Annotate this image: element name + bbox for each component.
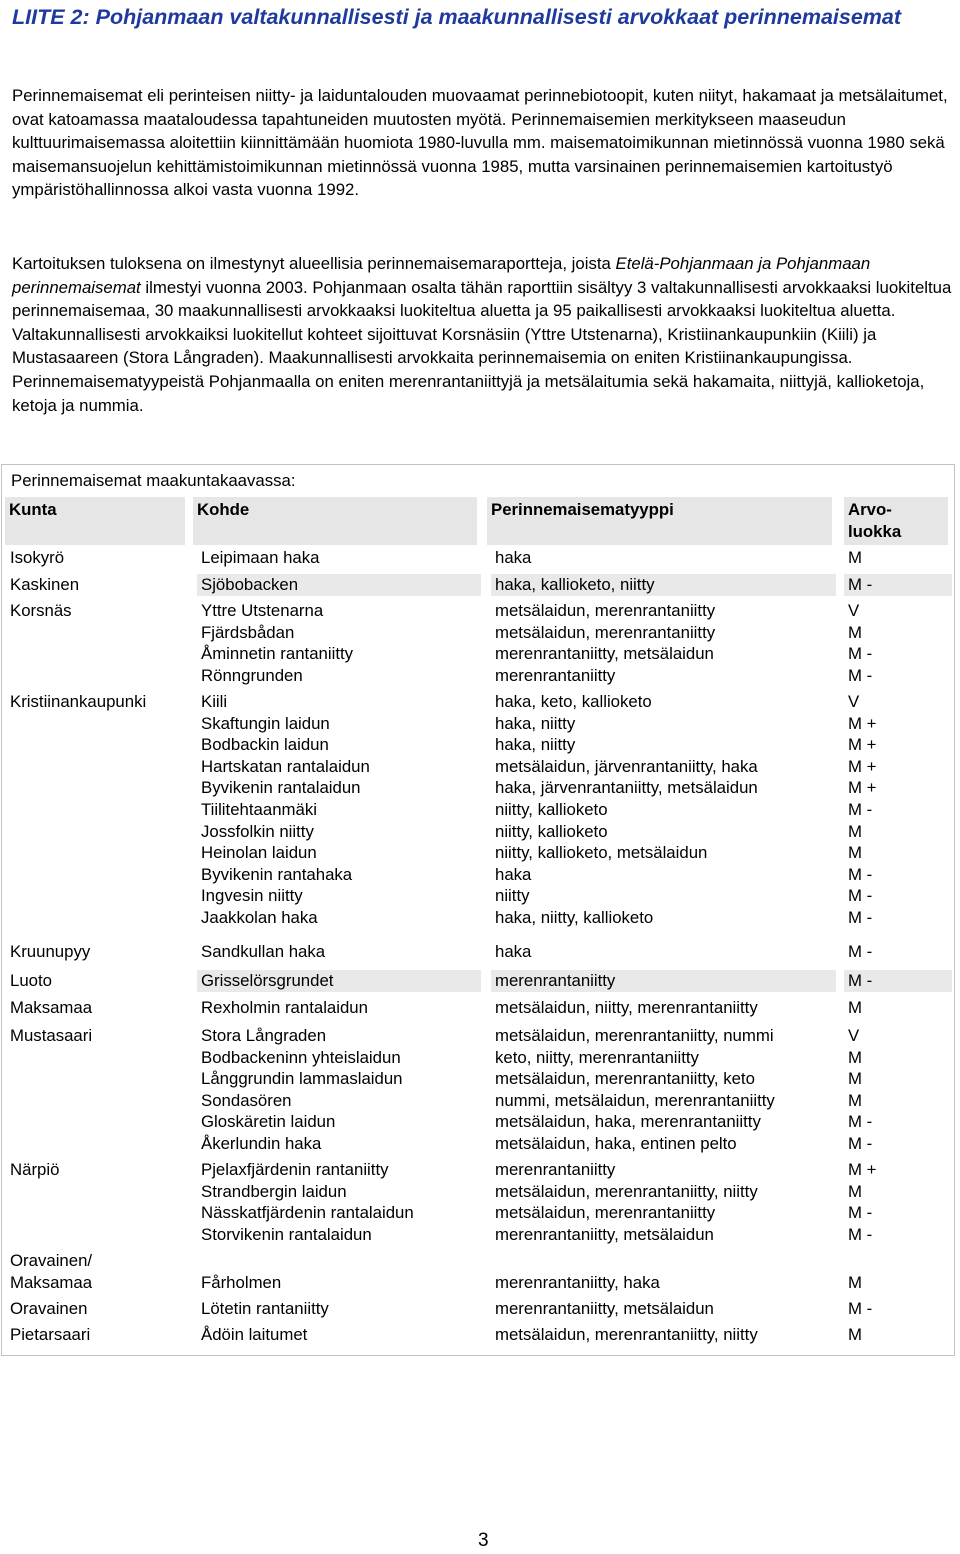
kunta-cell: Kristiinankaupunki [10, 692, 147, 711]
header-kunta: Kunta [5, 497, 185, 545]
arvoluokka-cell: M - [844, 970, 952, 992]
tyyppi-cell: haka [495, 942, 532, 961]
kunta-cell: Isokyrö [10, 548, 65, 567]
kunta-cell: Oravainen/ Maksamaa [10, 1251, 93, 1292]
tyyppi-cell: metsälaidun, merenrantaniitty, nummi keto, niitty, merenrantaniitty metsälaidun, merenrantaniitty, keto nummi, metsälaidun, merenrantaniitty metsälaidun, haka, merenrantaniitty metsälaidun, haka, entinen pelto [495, 1026, 775, 1153]
report-paragraph-part1: Kartoituksen tuloksena on ilmestynyt alueellisia perinnemaisemaraportteja, joista [12, 254, 616, 273]
tyyppi-cell: metsälaidun, merenrantaniitty, niitty [495, 1325, 758, 1344]
arvoluokka-cell: V M + M + M + M + M - M M M - M - M - [848, 692, 877, 927]
kohde-cell: Kiili Skaftungin laidun Bodbackin laidun Hartskatan rantalaidun Byvikenin rantalaidun Tiilitehtaanmäki Jossfolkin niitty Heinolan laidun Byvikenin rantahaka Ingvesin niitty Jaakkolan haka [201, 692, 370, 927]
tyyppi-cell: metsälaidun, merenrantaniitty metsälaidun, merenrantaniitty merenrantaniitty, metsälaidun merenrantaniitty [495, 601, 716, 685]
kunta-cell: Oravainen [10, 1299, 88, 1318]
report-title-italic: Etelä-Pohjanmaan ja Pohjanmaan perinnemaisemat [12, 254, 871, 297]
page-title: LIITE 2: Pohjanmaan valtakunnallisesti ja maakunnallisesti arvokkaat perinnemaisemat [12, 5, 902, 29]
tyyppi-cell: merenrantaniitty [491, 970, 836, 992]
intro-paragraph: Perinnemaisemat eli perinteisen niitty- ja laiduntalouden muovaamat perinnebiotoopit, kuten niityt, hakamaat ja metsälaitumet, ovat katoamassa maataloudessa tapahtuneiden muutosten myötä. Perinnemaisemien merkitykseen maaseudun kulttuurimaisemassa aloitettiin kiinnittämään huomiota 1980-luvulla mm. maisematoimikunnan mietinnössä vuonna 1980 sekä maisemansuojelun kehittämistoimikunnan mietinnössä vuonna 1985, mutta varsinainen perinnemaisemien kartoitustyö ympäristöhallinnossa alkoi vasta vuonna 1992. [12, 86, 948, 200]
tyyppi-cell: merenrantaniitty, metsälaidun [495, 1299, 714, 1318]
kohde-cell: Sjöbobacken [197, 574, 481, 596]
kohde-cell: Lötetin rantaniitty [201, 1299, 329, 1318]
kohde-cell: Grisselörsgrundet [197, 970, 481, 992]
tyyppi-cell: merenrantaniitty, haka [495, 1272, 660, 1292]
kohde-cell: Fårholmen [201, 1272, 282, 1292]
kohde-cell: Rexholmin rantalaidun [201, 998, 368, 1017]
kohde-cell: Pjelaxfjärdenin rantaniitty Strandbergin laidun Nässkatfjärdenin rantalaidun Storvikenin rantalaidun [201, 1160, 414, 1244]
kunta-cell: Maksamaa [10, 998, 93, 1017]
table-caption: Perinnemaisemat maakuntakaavassa: [11, 471, 296, 490]
kohde-cell: Ådöin laitumet [201, 1325, 308, 1344]
kohde-cell: Leipimaan haka [201, 548, 320, 567]
arvoluokka-cell: M [848, 998, 862, 1017]
arvoluokka-cell: V M M - M - [848, 601, 873, 685]
arvoluokka-cell: M [848, 1325, 862, 1344]
tyyppi-cell: merenrantaniitty metsälaidun, merenrantaniitty, niitty metsälaidun, merenrantaniitty merenrantaniitty, metsälaidun [495, 1160, 758, 1244]
arvoluokka-cell: M - [844, 574, 952, 596]
report-paragraph-part2: ilmestyi vuonna 2003. Pohjanmaan osalta tähän raporttiin sisältyy 3 valtakunnallisesti arvokkaaksi luokiteltua perinnemaisemaa, 30 maakunnallisesti arvokkaaksi luokiteltua aluetta ja 95 paikallisesti arvokkaaksi luokiteltua aluetta. Valtakunnallisesti arvokkaiksi luokitellut kohteet sijoittuvat Korsnäsiin (Yttre Utstenarna), Kristiinankaupunkiin (Kiili) ja Mustasaareen (Stora Långraden). Maakunnallisesti arvokkaita perinnemaisemia on eniten Kristiinankaupungissa. Perinnemaisematyypeistä Pohjanmaalla on eniten merenrantaniittyjä ja metsälaitumia sekä hakamaita, niittyjä, kallioketoja, ketoja ja nummia. [12, 277, 952, 415]
header-tyyppi: Perinnemaisematyyppi [487, 497, 832, 545]
page-number: 3 [478, 1530, 489, 1551]
arvoluokka-cell: M - [848, 1299, 873, 1318]
tyyppi-cell: haka [495, 548, 532, 567]
kunta-cell: Kaskinen [10, 575, 80, 594]
kohde-cell: Sandkullan haka [201, 942, 326, 961]
report-paragraph [12, 252, 957, 417]
arvoluokka-cell: M [848, 1272, 862, 1292]
arvoluokka-cell: V M M M M - M - [848, 1026, 873, 1153]
arvoluokka-cell: M - [848, 942, 873, 961]
tyyppi-cell: metsälaidun, niitty, merenrantaniitty [495, 998, 758, 1017]
kunta-cell: Pietarsaari [10, 1325, 91, 1344]
tyyppi-cell: haka, kallioketo, niitty [491, 574, 836, 596]
kohde-cell: Stora Långraden Bodbackeninn yhteislaidun Långgrundin lammaslaidun Sondasören Gloskäretin laidun Åkerlundin haka [201, 1026, 403, 1153]
kunta-cell: Luoto [10, 971, 52, 990]
kohde-cell: Yttre Utstenarna Fjärdsbådan Åminnetin rantaniitty Rönngrunden [201, 601, 354, 685]
kunta-cell: Korsnäs [10, 601, 72, 620]
header-kohde: Kohde [193, 497, 477, 545]
header-arvoluokka: Arvo- luokka [844, 497, 948, 545]
tyyppi-cell: haka, keto, kallioketo haka, niitty haka, niitty metsälaidun, järvenrantaniitty, haka haka, järvenrantaniitty, metsälaidun niitty, kallioketo niitty, kallioketo niitty, kallioketo, metsälaidun haka niitty haka, niitty, kallioketo [495, 692, 758, 927]
arvoluokka-cell: M + M M - M - [848, 1160, 877, 1244]
kunta-cell: Närpiö [10, 1160, 60, 1179]
kunta-cell: Mustasaari [10, 1026, 93, 1045]
arvoluokka-cell: M [848, 548, 862, 567]
kunta-cell: Kruunupyy [10, 942, 91, 961]
